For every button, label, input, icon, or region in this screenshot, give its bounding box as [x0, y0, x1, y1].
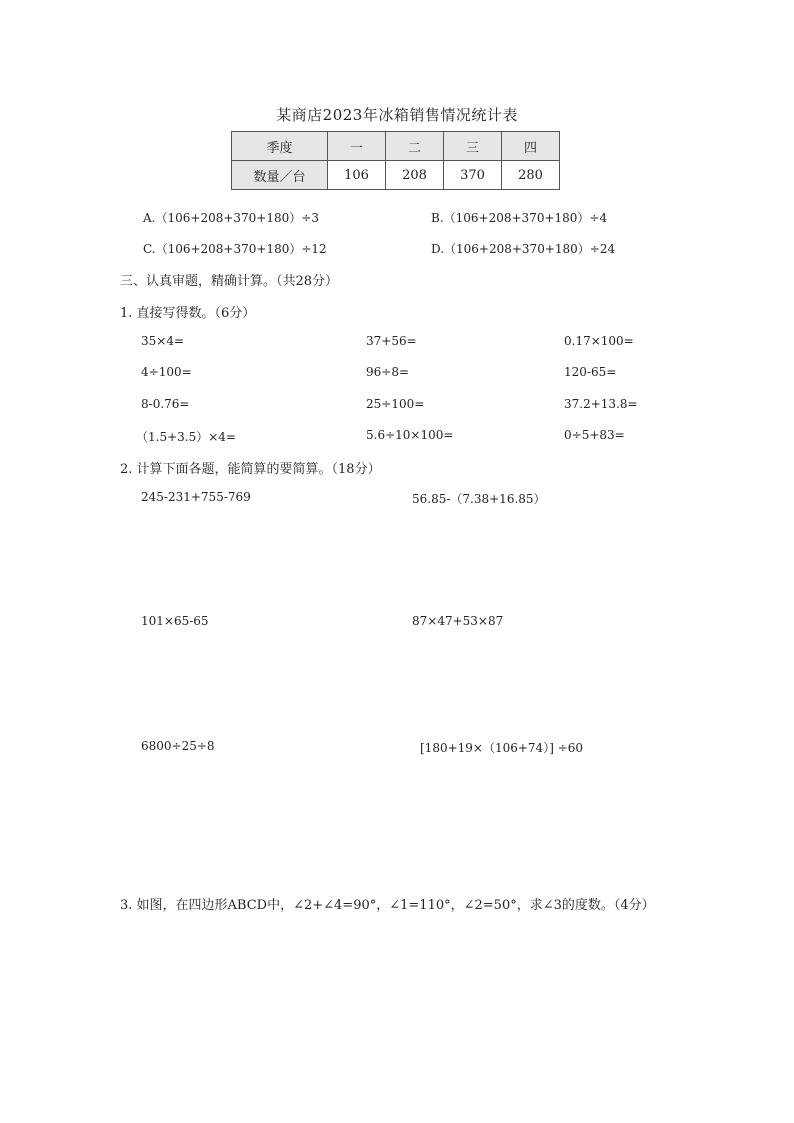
row-label-cell: 数量／台	[232, 161, 328, 190]
option-b: B.（106+208+370+180）÷4	[431, 211, 608, 225]
calc-item: 6800÷25÷8	[141, 739, 215, 753]
question-2-title: 2. 计算下面各题，能简算的要简算。（18分）	[120, 462, 381, 477]
table-title: 某商店2023年冰箱销售情况统计表	[276, 106, 518, 124]
value-4-cell: 280	[502, 161, 560, 190]
calc-item: 5.6÷10×100=	[366, 428, 454, 442]
calc-item: 245-231+755-769	[141, 490, 251, 504]
option-a: A.（106+208+370+180）÷3	[143, 211, 319, 225]
calc-item: 25÷100=	[366, 397, 425, 411]
calc-item: 87×47+53×87	[412, 614, 504, 628]
calc-item: 8-0.76=	[141, 397, 190, 411]
calc-item: 101×65-65	[141, 614, 209, 628]
calc-item: 37.2+13.8=	[564, 397, 638, 411]
option-c: C.（106+208+370+180）÷12	[143, 242, 327, 256]
quarter-3-cell: 三	[444, 132, 502, 161]
calc-item: [180+19×（106+74）] ÷60	[420, 741, 584, 755]
header-label-cell: 季度	[232, 132, 328, 161]
calc-item: （1.5+3.5）×4=	[136, 430, 236, 444]
quarter-1-cell: 一	[328, 132, 386, 161]
calc-item: 120-65=	[564, 365, 617, 379]
value-3-cell: 370	[444, 161, 502, 190]
quarter-4-cell: 四	[502, 132, 560, 161]
sales-table	[231, 131, 560, 190]
calc-item: 4÷100=	[141, 365, 192, 379]
calc-item: 35×4=	[141, 334, 185, 348]
calc-item: 0÷5+83=	[564, 428, 625, 442]
question-3-title: 3. 如图，在四边形ABCD中，∠2+∠4=90°，∠1=110°，∠2=50°，求∠3的度数。（4分）	[120, 898, 655, 913]
value-2-cell: 208	[386, 161, 444, 190]
option-d: D.（106+208+370+180）÷24	[431, 242, 616, 256]
table-header-row	[232, 132, 560, 161]
calc-item: 0.17×100=	[564, 334, 634, 348]
table-data-row	[232, 161, 560, 190]
question-1-title: 1. 直接写得数。（6分）	[120, 306, 256, 321]
calc-item: 56.85-（7.38+16.85）	[412, 492, 546, 506]
calc-item: 37+56=	[366, 334, 417, 348]
value-1-cell: 106	[328, 161, 386, 190]
quarter-2-cell: 二	[386, 132, 444, 161]
section-3-heading: 三、认真审题，精确计算。（共28分）	[120, 274, 339, 289]
calc-item: 96÷8=	[366, 365, 410, 379]
